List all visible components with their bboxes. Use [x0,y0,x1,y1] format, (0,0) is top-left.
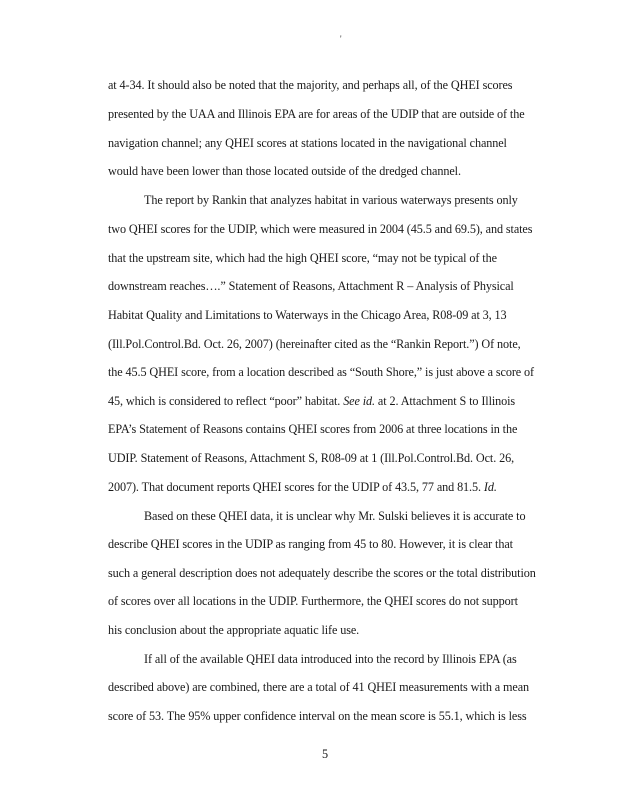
text-line: of scores over all locations in the UDIP. Furthermore, the QHEI scores do not support [108,594,518,608]
text-line: Habitat Quality and Limitations to Waterways in the Chicago Area, R08-09 at 3, 13 [108,308,507,322]
text-line: EPA’s Statement of Reasons contains QHEI scores from 2006 at three locations in the [108,422,518,436]
text-line: his conclusion about the appropriate aquatic life use. [108,623,360,637]
text-line: (Ill.Pol.Control.Bd. Oct. 26, 2007) (hereinafter cited as the “Rankin Report.”) Of note, [108,337,521,351]
text-line: two QHEI scores for the UDIP, which were measured in 2004 (45.5 and 69.5), and states [108,222,533,236]
text-line: that the upstream site, which had the high QHEI score, “may not be typical of the [108,251,497,265]
text-line: downstream reaches….” Statement of Reasons, Attachment R – Analysis of Physical [108,279,514,293]
paragraph-first-line: If all of the available QHEI data introduced into the record by Illinois EPA (as [144,652,517,666]
paragraph-first-line: The report by Rankin that analyzes habitat in various waterways presents only [144,193,518,207]
text-line-with-citation: 45, which is considered to reflect “poor” habitat. See id. at 2. Attachment S to Illinois [108,394,516,408]
citation-italic: See id. [343,394,375,408]
paragraph-first-line: Based on these QHEI data, it is unclear why Mr. Sulski believes it is accurate to [144,509,526,523]
text-line: at 4-34. It should also be noted that the majority, and perhaps all, of the QHEI scores [108,78,513,92]
text-line-with-citation-2: 2007). That document reports QHEI scores for the UDIP of 43.5, 77 and 81.5. Id. [108,480,497,494]
text-line: UDIP. Statement of Reasons, Attachment S, R08-09 at 1 (Ill.Pol.Control.Bd. Oct. 26, [108,451,515,465]
text-line: described above) are combined, there are a total of 41 QHEI measurements with a mean [108,680,530,694]
page-number: 5 [322,747,329,761]
text-line: presented by the UAA and Illinois EPA are for areas of the UDIP that are outside of the [108,107,525,121]
text-line: navigation channel; any QHEI scores at stations located in the navigational channel [108,136,507,150]
text-line: such a general description does not adequately describe the scores or the total distribution [108,566,536,580]
text-line: describe QHEI scores in the UDIP as ranging from 45 to 80. However, it is clear that [108,537,513,551]
citation-italic: Id. [483,480,497,494]
text-line: score of 53. The 95% upper confidence interval on the mean score is 55.1, which is less [108,709,527,723]
text-line: the 45.5 QHEI score, from a location described as “South Shore,” is just above a score of [108,365,535,379]
page-top-mark: ' [340,34,342,44]
text-line: would have been lower than those located outside of the dredged channel. [108,164,461,178]
